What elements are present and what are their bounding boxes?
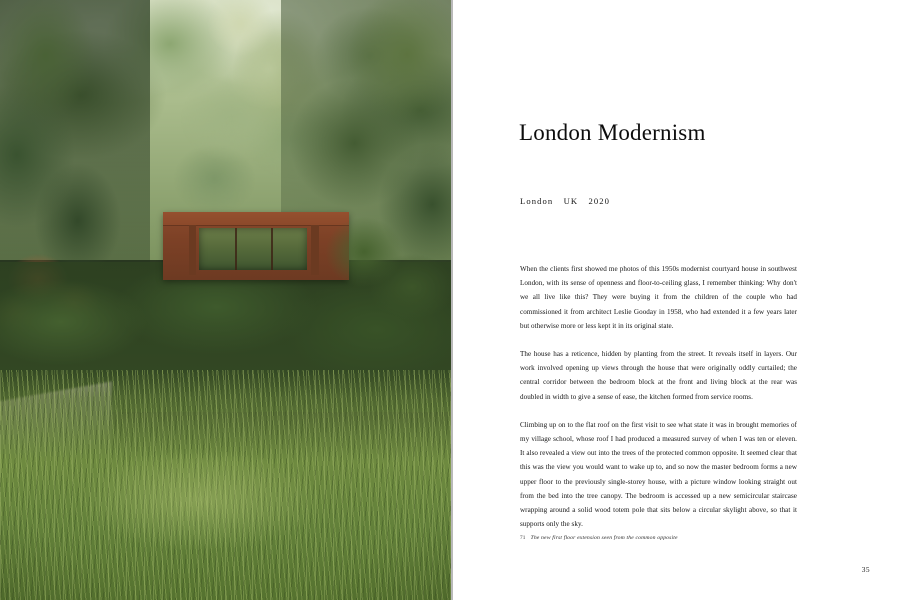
meta-city: London xyxy=(520,196,554,206)
right-page-text xyxy=(453,0,900,600)
figure-caption xyxy=(520,535,810,541)
caption-marker: 71 xyxy=(520,535,526,541)
meta-country: UK xyxy=(563,196,579,206)
body-paragraph: When the clients first showed me photos of this 1950s modernist courtyard house in southwest London, with its sense of openness and floor-to-ceiling glass, I remember thinking: Why don't we all live like this? They were buying it from the children of the couple who had commissioned it from architect Leslie Gooday in 1958, who had extended it a few years later but otherwise more or less kept it in its original state. xyxy=(520,265,797,330)
project-meta xyxy=(520,196,617,206)
body-paragraph: The house has a reticence, hidden by planting from the street. It reveals itself in layers. Our work involved opening up views through the house that were originally oddly curtailed; the central corridor between the bedroom block at the front and living block at the rear was doubled in width to give a sense of ease, the kitchen formed from service rooms. xyxy=(520,350,797,401)
meta-year: 2020 xyxy=(588,196,611,206)
caption-text: The new first floor extension seen from the common opposite xyxy=(530,535,678,541)
page-number: 35 xyxy=(861,565,870,574)
body-copy xyxy=(520,262,797,545)
body-paragraph: Climbing up on to the flat roof on the first visit to see what state it was in brought memories of my village school, whose roof I had produced a measured survey of when I was ten or eleven. It also revealed a view out into the trees of the protected common opposite. It seemed clear that this was the view you would want to wake up to, and so now the master bedroom forms a new upper floor to the previously single-storey house, with a picture window looking straight out from the bed into the tree canopy. The bedroom is accessed up a new semicircular staircase wrapping around a solid wood totem pole that sits below a circular skylight above, so that it supports only the sky. xyxy=(520,420,797,529)
page-title: London Modernism xyxy=(519,120,706,145)
